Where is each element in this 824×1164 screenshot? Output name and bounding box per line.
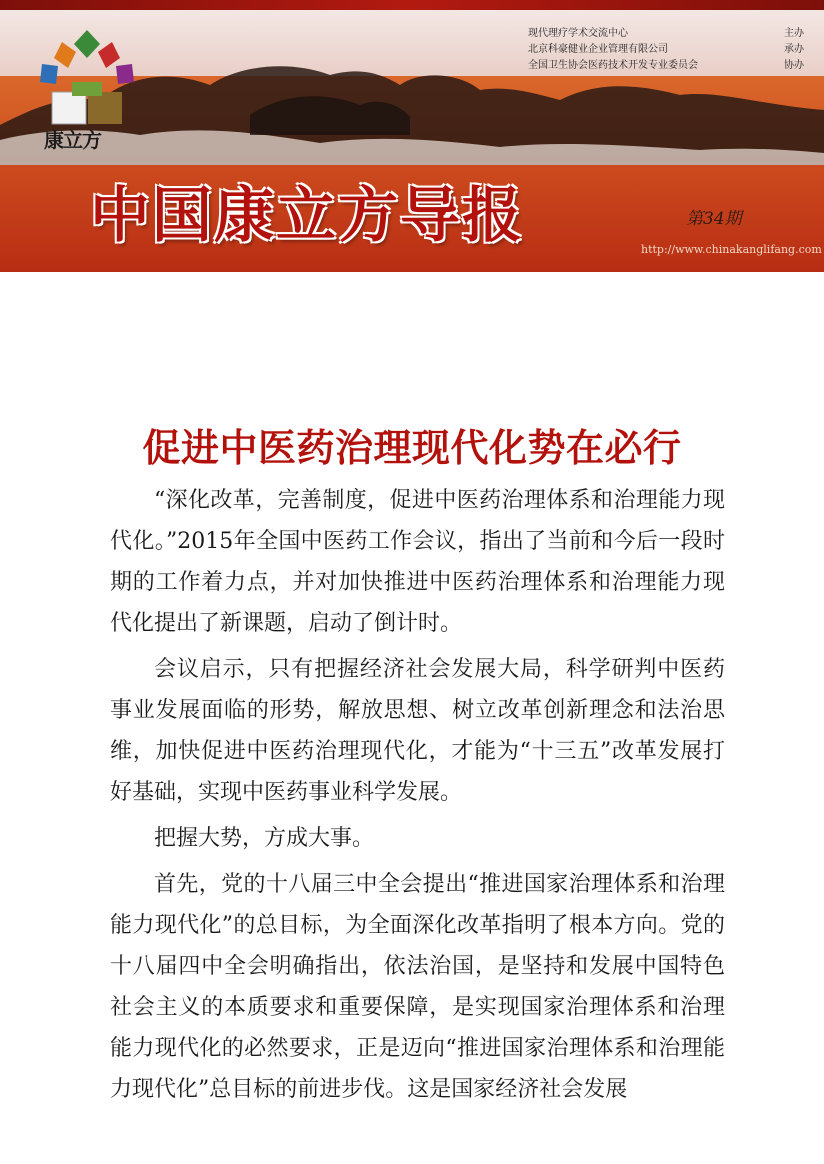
- newspaper-title: 中国康立方导报: [90, 181, 524, 251]
- article-title: 促进中医药治理现代化势在必行: [142, 426, 682, 471]
- article-paragraph: “深化改革，完善制度，促进中医药治理体系和治理能力现代化。”2015年全国中医药工作会议，指出了当前和今后一段时期的工作着力点，并对加快推进中医药治理体系和治理能力现代化提出了新课题，启动了倒计时。: [110, 488, 725, 636]
- sponsor-name: 现代理疗学术交流中心: [528, 28, 628, 39]
- sponsor-list: [528, 26, 810, 74]
- logo-text: 康立方: [44, 128, 101, 152]
- sponsor-row: [528, 58, 810, 74]
- article-paragraph: 把握大势，方成大事。: [154, 826, 375, 851]
- sponsor-role: 承办: [784, 44, 804, 55]
- website-link[interactable]: http://www.chinakanglifang.com: [641, 243, 822, 256]
- issue-number: 第34期: [686, 209, 742, 229]
- article-body: [110, 480, 725, 1115]
- sponsor-row: [528, 42, 810, 58]
- sponsor-name: 全国卫生协会医药技术开发专业委员会: [528, 60, 698, 71]
- sponsor-role: 主办: [784, 28, 804, 39]
- article-paragraph: 首先，党的十八届三中全会提出“推进国家治理体系和治理能力现代化”的总目标，为全面深化改革指明了根本方向。党的十八届四中全会明确指出，依法治国，是坚持和发展中国特色社会主义的本质要求和重要保障，是实现国家治理体系和治理能力现代化的必然要求，正是迈向“推进国家治理体系和治理能力现代化”总目标的前进步伐。这是国家经济社会发展: [110, 872, 725, 1102]
- article-paragraph: 会议启示，只有把握经济社会发展大局，科学研判中医药事业发展面临的形势，解放思想、树立改革创新理念和法治思维，加快促进中医药治理现代化，才能为“十三五”改革发展打好基础，实现中医药事业科学发展。: [110, 657, 725, 805]
- sponsor-name: 北京科豪健业企业管理有限公司: [528, 44, 668, 55]
- sponsor-role: 协办: [784, 60, 804, 71]
- masthead-banner: [0, 0, 824, 272]
- banner-top-stripe: [0, 0, 824, 10]
- sponsor-row: [528, 26, 810, 42]
